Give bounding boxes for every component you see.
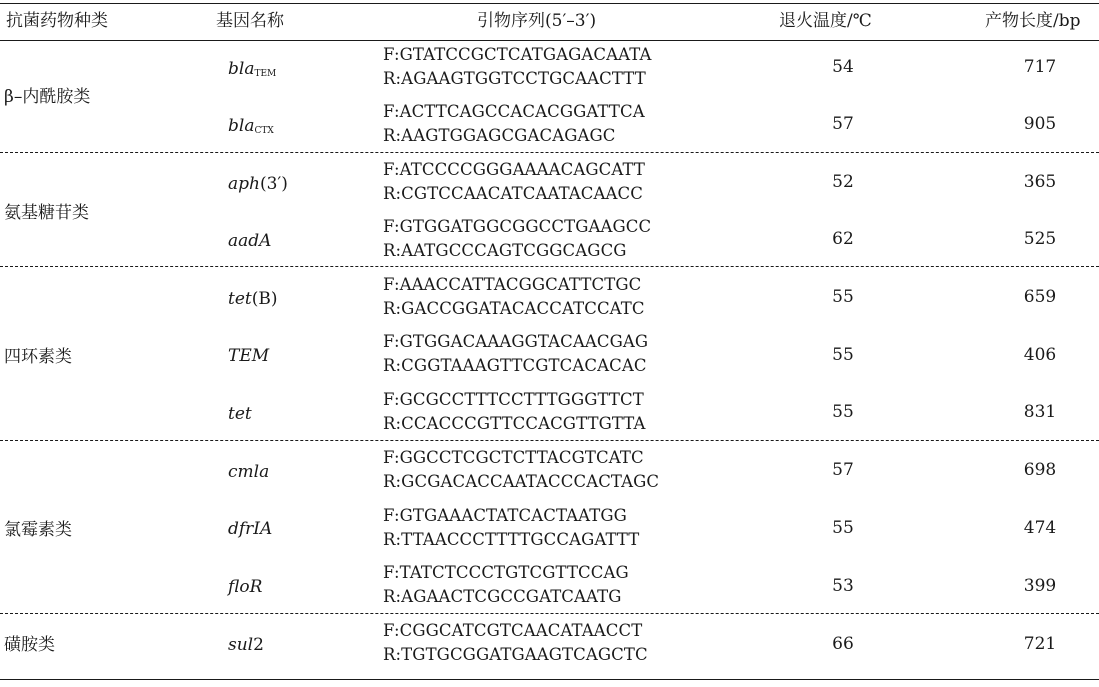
gene-name: tet(B) bbox=[228, 289, 278, 309]
forward-primer: F:TATCTCCCTGTCGTTCCAG bbox=[383, 563, 629, 582]
header-primer: 引物序列(5′–3′) bbox=[477, 11, 597, 31]
primer-pair bbox=[383, 561, 629, 608]
gene-name: bla$_{CTX}$ bbox=[228, 116, 274, 136]
reverse-primer: R:CGTCCAACATCAATACAACC bbox=[383, 183, 643, 203]
annealing-temp: 55 bbox=[832, 345, 854, 365]
product-length: 905 bbox=[1023, 114, 1057, 134]
product-length: 831 bbox=[1023, 402, 1057, 422]
primer-pair bbox=[383, 158, 645, 205]
annealing-temp: 62 bbox=[832, 229, 854, 249]
reverse-primer: R:TGTGCGGATGAAGTCAGCTC bbox=[383, 644, 648, 664]
gene-name: tet bbox=[228, 404, 252, 424]
annealing-temp: 55 bbox=[832, 518, 854, 538]
annealing-temp: 53 bbox=[832, 576, 854, 596]
forward-primer: F:GTGGATGGCGGCCTGAAGCC bbox=[383, 217, 652, 236]
product-length: 399 bbox=[1023, 576, 1057, 596]
gene-name: floR bbox=[228, 577, 263, 597]
gene-name: aadA bbox=[228, 231, 272, 251]
product-length: 698 bbox=[1023, 460, 1057, 480]
gene-name: cmla bbox=[228, 462, 270, 482]
annealing-temp: 52 bbox=[832, 172, 854, 192]
header-length: 产物长度/bp bbox=[985, 11, 1081, 31]
annealing-temp: 54 bbox=[832, 57, 854, 77]
forward-primer: F:ACTTCAGCCACACGGATTCA bbox=[383, 102, 645, 121]
forward-primer: F:CGGCATCGTCAACATAACCT bbox=[383, 621, 643, 640]
category-chloramphenicol: 氯霉素类 bbox=[4, 520, 72, 540]
header-temp: 退火温度/℃ bbox=[779, 11, 872, 31]
primer-pair bbox=[383, 43, 652, 90]
annealing-temp: 55 bbox=[832, 287, 854, 307]
primer-pair bbox=[383, 446, 659, 493]
header-rule bbox=[0, 40, 1099, 41]
reverse-primer: R:AGAAGTGGTCCTGCAACTTT bbox=[383, 68, 646, 88]
reverse-primer: R:AGAACTCGCCGATCAATG bbox=[383, 586, 622, 606]
group-divider bbox=[0, 152, 1099, 153]
reverse-primer: R:AATGCCCAGTCGGCAGCG bbox=[383, 240, 627, 260]
group-divider bbox=[0, 266, 1099, 267]
reverse-primer: R:TTAACCCTTTTGCCAGATTT bbox=[383, 529, 640, 549]
product-length: 474 bbox=[1023, 518, 1057, 538]
forward-primer: F:GTGGACAAAGGTACAACGAG bbox=[383, 332, 649, 351]
annealing-temp: 57 bbox=[832, 460, 854, 480]
group-divider bbox=[0, 440, 1099, 441]
gene-name: dfrIA bbox=[228, 519, 273, 539]
category-aminoglycoside: 氨基糖苷类 bbox=[4, 203, 89, 223]
annealing-temp: 66 bbox=[832, 634, 854, 654]
reverse-primer: R:CGGTAAAGTTCGTCACACAC bbox=[383, 355, 647, 375]
reverse-primer: R:GACCGGATACACCATCCATC bbox=[383, 298, 645, 318]
reverse-primer: R:GCGACACCAATACCCACTAGC bbox=[383, 471, 660, 491]
header-category: 抗菌药物种类 bbox=[6, 11, 108, 31]
gene-name: aph(3′) bbox=[228, 174, 288, 194]
reverse-primer: R:AAGTGGAGCGACAGAGC bbox=[383, 125, 616, 145]
category-sulfonamide: 磺胺类 bbox=[4, 635, 55, 655]
gene-name: sul2 bbox=[228, 635, 264, 655]
product-length: 717 bbox=[1023, 57, 1057, 77]
forward-primer: F:GTGAAACTATCACTAATGG bbox=[383, 506, 627, 525]
forward-primer: F:ATCCCCGGGAAAACAGCATT bbox=[383, 160, 646, 179]
forward-primer: F:AAACCATTACGGCATTCTGC bbox=[383, 275, 642, 294]
primer-pair bbox=[383, 388, 646, 435]
primer-pair bbox=[383, 330, 648, 377]
product-length: 659 bbox=[1023, 287, 1057, 307]
bottom-rule bbox=[0, 679, 1099, 680]
annealing-temp: 57 bbox=[832, 114, 854, 134]
forward-primer: F:GTATCCGCTCATGAGACAATA bbox=[383, 45, 652, 64]
primer-pair bbox=[383, 504, 639, 551]
gene-name: bla$_{TEM}$ bbox=[228, 59, 277, 79]
reverse-primer: R:CCACCCGTTCCACGTTGTTA bbox=[383, 413, 646, 433]
product-length: 525 bbox=[1023, 229, 1057, 249]
category-beta-lactam: β–内酰胺类 bbox=[4, 87, 91, 107]
product-length: 721 bbox=[1023, 634, 1057, 654]
product-length: 406 bbox=[1023, 345, 1057, 365]
primer-pair bbox=[383, 100, 645, 147]
gene-name: TEM bbox=[228, 346, 270, 366]
forward-primer: F:GCGCCTTTCCTTTGGGTTCT bbox=[383, 390, 644, 409]
header-gene: 基因名称 bbox=[216, 11, 284, 31]
primer-pair bbox=[383, 215, 651, 262]
top-rule bbox=[0, 3, 1099, 4]
primer-pair bbox=[383, 619, 648, 666]
annealing-temp: 55 bbox=[832, 402, 854, 422]
primer-pair bbox=[383, 273, 645, 320]
forward-primer: F:GGCCTCGCTCTTACGTCATC bbox=[383, 448, 644, 467]
product-length: 365 bbox=[1023, 172, 1057, 192]
category-tetracycline: 四环素类 bbox=[4, 347, 72, 367]
group-divider bbox=[0, 613, 1099, 614]
